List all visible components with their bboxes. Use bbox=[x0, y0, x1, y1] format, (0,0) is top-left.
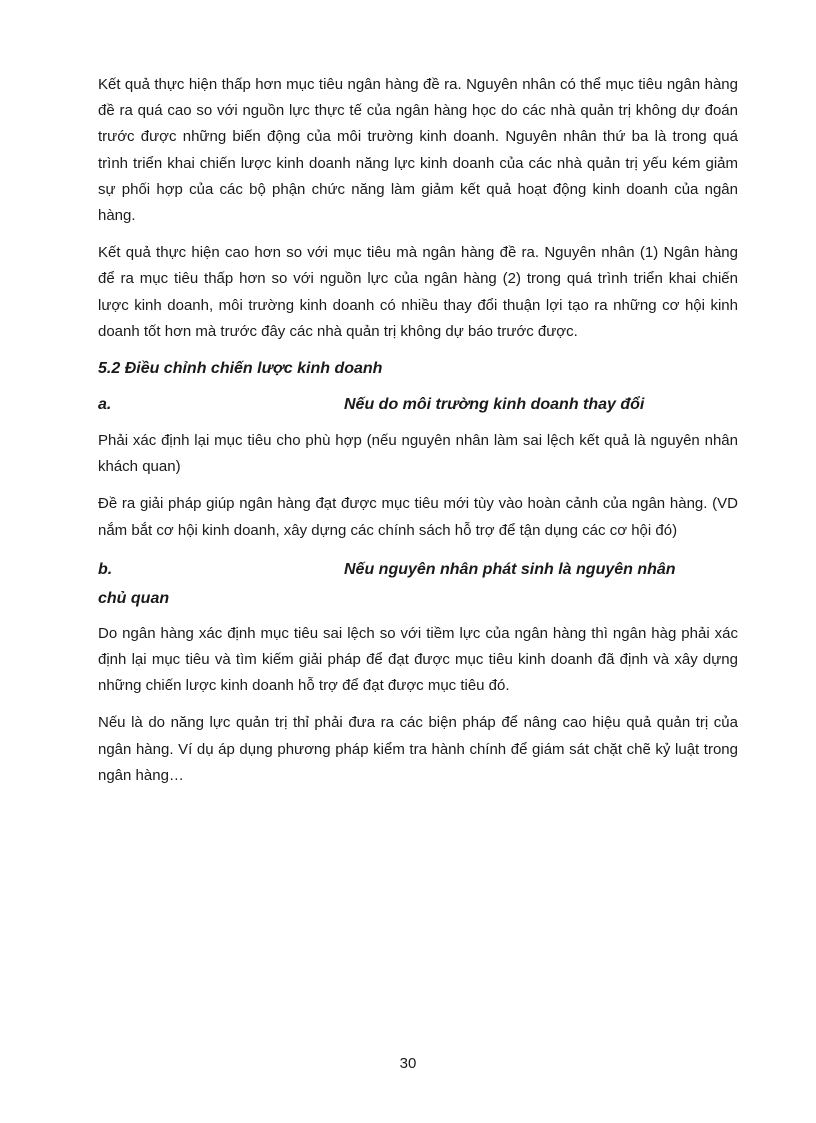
section-heading: 5.2 Điều chỉnh chiến lược kinh doanh bbox=[98, 360, 383, 378]
subsection-b-title-line2: chủ quan bbox=[98, 589, 170, 607]
paragraph-new-solution: Đề ra giải pháp giúp ngân hàng đạt được mục tiêu mới tùy vào hoàn cảnh của ngân hàng. (VD nắm bắt cơ hội kinh doanh, xây dựng các chính sách hỗ trợ để tận dụng các cơ hội đó) bbox=[98, 495, 738, 539]
paragraph-redefine-goal: Phải xác định lại mục tiêu cho phù hợp (nếu nguyên nhân làm sai lệch kết quả là nguyên nhân khách quan) bbox=[98, 432, 738, 476]
page-content bbox=[98, 72, 738, 800]
subsection-b-heading bbox=[98, 555, 738, 613]
paragraph-higher-result: Kết quả thực hiện cao hơn so với mục tiêu mà ngân hàng đề ra. Nguyên nhân (1) Ngân hàng để ra mục tiêu thấp hơn so với nguồn lực của ngân hàng (2) trong quá trình triển khai chiến lược kinh doanh, môi trường kinh doanh có nhiều thay đổi thuận lợi tạo ra những cơ hội kinh doanh tốt hơn mà trước đây các nhà quản trị không dự báo trước được. bbox=[98, 244, 738, 340]
subsection-a-letter: a. bbox=[98, 396, 112, 414]
subsection-a-title: Nếu do môi trường kinh doanh thay đổi bbox=[344, 396, 645, 414]
paragraph-management-capacity: Nếu là do năng lực quản trị thỉ phải đưa ra các biện pháp để nâng cao hiệu quả quản trị của ngân hàng. Ví dụ áp dụng phương pháp kiểm tra hành chính để giám sát chặt chẽ kỷ luật trong ngân hàng… bbox=[98, 714, 738, 784]
paragraph-lower-result: Kết quả thực hiện thấp hơn mục tiêu ngân hàng đề ra. Nguyên nhân có thể mục tiêu ngân hàng đề ra quá cao so với nguồn lực thực tế của ngân hàng học do các nhà quản trị không dự đoán trước được những biến động của môi trường kinh doanh. Nguyên nhân thứ ba là trong quá trình triển khai chiến lược kinh doanh năng lực kinh doanh của các nhà quản trị yếu kém giảm sự phối hợp của các bộ phận chức năng làm giảm kết quả hoạt động kinh doanh của ngân hàng. bbox=[98, 76, 738, 225]
paragraph-subjective-goal: Do ngân hàng xác định mục tiêu sai lệch so với tiềm lực của ngân hàng thì ngân hàg phải xác định lại mục tiêu và tìm kiếm giải pháp để đạt được mục tiêu kinh doanh đã định và xây dựng những chiến lược kinh doanh hỗ trợ để đạt được mục tiêu đó. bbox=[98, 624, 738, 695]
page-number: 30 bbox=[399, 1055, 417, 1072]
subsection-b-letter: b. bbox=[98, 560, 113, 578]
subsection-a-heading bbox=[98, 392, 738, 418]
subsection-b-title-line1: Nếu nguyên nhân phát sinh là nguyên nhân bbox=[344, 560, 676, 578]
